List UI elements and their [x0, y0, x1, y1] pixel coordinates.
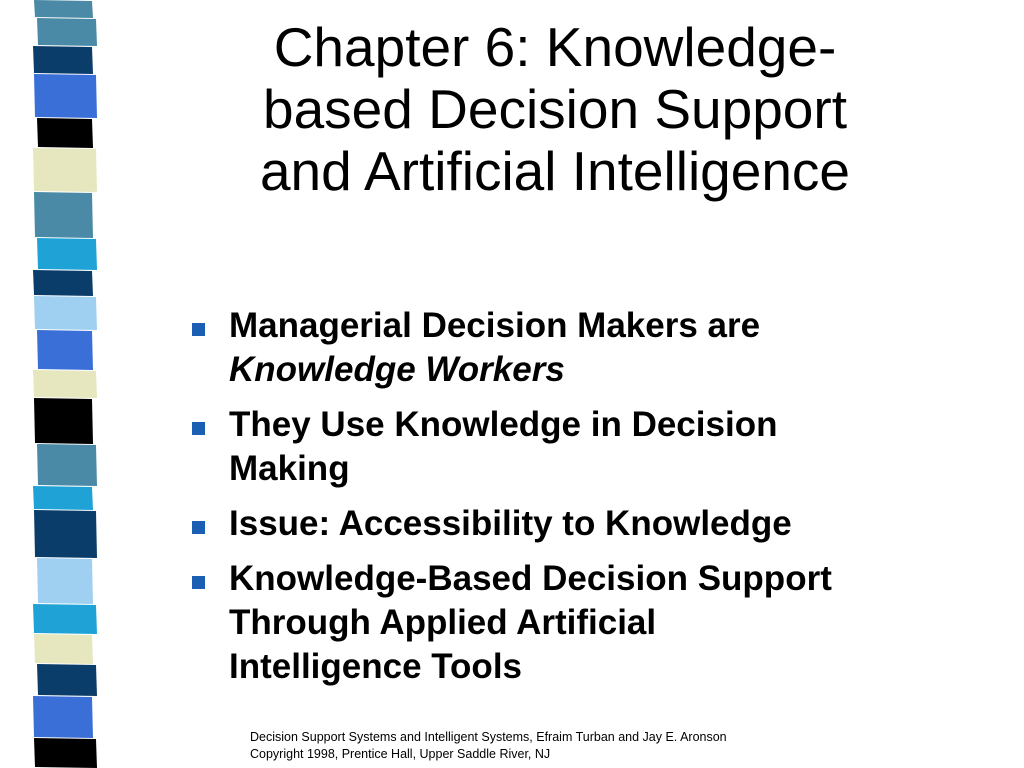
bullet-line: Managerial Decision Makers are — [229, 306, 761, 345]
square-bullet-icon — [192, 422, 205, 435]
stripe-block — [33, 696, 93, 738]
bullet-line: Making — [229, 449, 350, 488]
stripe-block — [34, 0, 93, 18]
bullet-line: Intelligence Tools — [229, 647, 523, 686]
stripe-block — [33, 148, 97, 192]
square-bullet-icon — [192, 521, 205, 534]
stripe-block — [34, 296, 97, 330]
title-line: based Decision Support — [263, 78, 847, 140]
bullet-item — [192, 502, 932, 546]
stripe-block — [33, 270, 93, 296]
bullet-list — [192, 304, 932, 700]
bullet-line-italic: Knowledge Workers — [229, 350, 565, 389]
stripe-block — [37, 664, 97, 696]
decorative-stripe — [28, 0, 100, 768]
slide-title — [195, 16, 915, 202]
stripe-block — [34, 192, 93, 238]
stripe-block — [34, 634, 93, 664]
stripe-block — [37, 18, 97, 46]
bullet-line: Knowledge-Based Decision Support — [229, 559, 832, 598]
stripe-block — [34, 738, 97, 768]
stripe-block — [33, 370, 97, 398]
stripe-block — [37, 558, 93, 604]
bullet-line: Through Applied Artificial — [229, 603, 657, 642]
footer-credit — [250, 729, 850, 763]
bullet-item — [192, 557, 932, 689]
stripe-block — [37, 444, 97, 486]
bullet-item — [192, 304, 932, 392]
title-line: and Artificial Intelligence — [259, 140, 851, 202]
stripe-block — [34, 398, 93, 444]
square-bullet-icon — [192, 323, 205, 336]
title-line: Chapter 6: Knowledge- — [273, 16, 837, 78]
bullet-line: Issue: Accessibility to Knowledge — [229, 504, 792, 543]
stripe-block — [37, 118, 93, 148]
stripe-block — [34, 510, 97, 558]
stripe-block — [37, 238, 97, 270]
stripe-block — [37, 330, 93, 370]
stripe-block — [33, 604, 97, 634]
stripe-block — [34, 74, 97, 118]
stripe-block — [33, 486, 93, 510]
footer-line: Decision Support Systems and Intelligent Systems, Efraim Turban and Jay E. Aronson — [250, 730, 727, 744]
bullet-line: They Use Knowledge in Decision — [229, 405, 778, 444]
bullet-item — [192, 403, 932, 491]
stripe-block — [33, 46, 93, 74]
footer-line: Copyright 1998, Prentice Hall, Upper Saddle River, NJ — [250, 747, 551, 761]
square-bullet-icon — [192, 576, 205, 589]
